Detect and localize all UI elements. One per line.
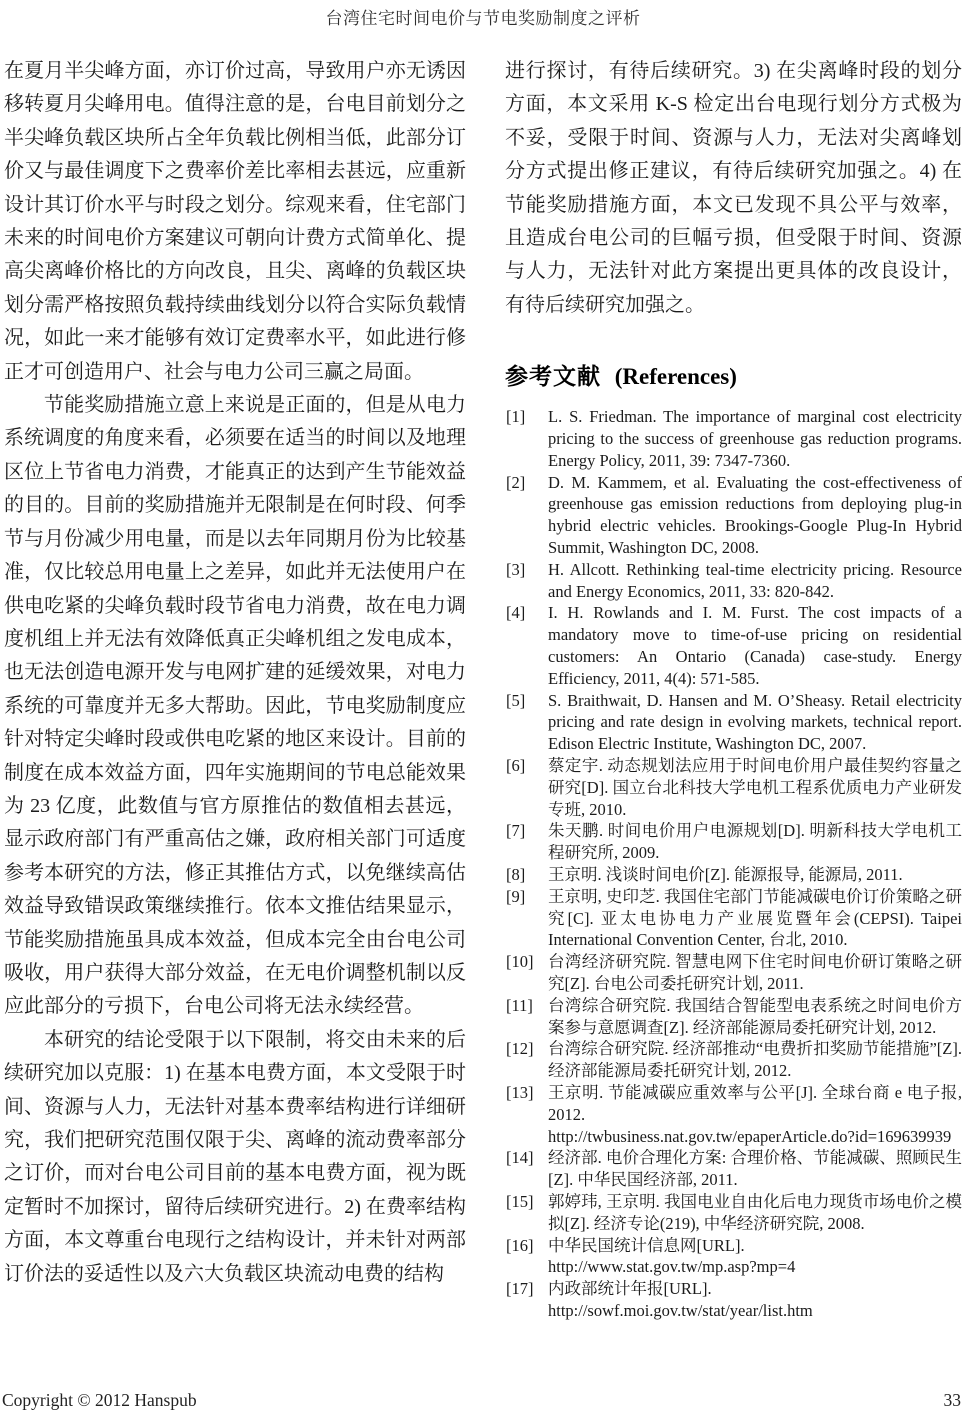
reference-item [505, 864, 962, 886]
reference-number: [6] [506, 756, 526, 775]
left-column [4, 55, 466, 1322]
reference-url: http://www.stat.gov.tw/mp.asp?mp=4 [548, 1257, 796, 1277]
references-list [505, 406, 962, 1321]
reference-item [505, 1082, 962, 1147]
reference-text: 台湾经济研究院. 智慧电网下住宅时间电价研订策略之研究[Z]. 台电公司委托研究计划, 2011. [548, 952, 962, 993]
body-paragraph: 本研究的结论受限于以下限制，将交由未来的后续研究加以克服：1) 在基本电费方面，本文受限于时间、资源与人力，无法针对基本费率结构进行详细研究，我们把研究范围仅限于尖、离峰的流动费率部分之订价，而对台电公司目前的基本电费方面，视为既定暂时不加探讨，留待后续研究进行。2) 在费率结构方面，本文尊重台电现行之结构设计，并未针对两部订价法的妥适性以及六大负载区块流动电费的结构 [4, 1028, 466, 1285]
reference-text: 内政部统计年报[URL]. [548, 1279, 712, 1299]
running-header-title: 台湾住宅时间电价与节电奖励制度之评析 [325, 9, 641, 28]
reference-item [505, 886, 962, 951]
reference-item [505, 1191, 962, 1235]
reference-item [505, 1278, 962, 1322]
reference-item [505, 1235, 962, 1279]
reference-text: H. Allcott. Rethinking teal-time electricity pricing. Resource and Energy Economics, 2011, 33: 820-842. [548, 559, 962, 601]
footer-page-number: 33 [943, 1390, 961, 1410]
reference-number: [5] [506, 690, 526, 710]
reference-text: D. M. Kammem, et al. Evaluating the cost-effectiveness of greenhouse gas emission reductions from deploying plug-in hybrid electric vehicles. Brookings-Google Plug-In Hybrid Summit, Washington DC, 2008. [548, 472, 962, 558]
reference-number: [14] [506, 1148, 534, 1168]
reference-url: http://twbusiness.nat.gov.tw/epaperArticle.do?id=169639939 [548, 1126, 952, 1146]
reference-text: 台湾综合研究院. 我国结合智能型电表系统之时间电价方案参与意愿调查[Z]. 经济部能源局委托研究计划, 2012. [548, 995, 962, 1037]
reference-item [505, 995, 962, 1039]
reference-text: S. Braithwait, D. Hansen and M. O’Sheasy. Retail electricity pricing and rate design in evolving markets, technical report. Edison Electric Institute, Washington DC, 2007. [548, 690, 962, 754]
references-heading-en: (References) [614, 364, 737, 390]
reference-text: I. H. Rowlands and I. M. Furst. The cost impacts of a mandatory move to time-of-use pricing on residential customers: An Ontario (Canada) case-study. Energy Efficiency, 2011, 4(4): 571-585. [548, 603, 962, 688]
reference-number: [2] [506, 472, 526, 492]
reference-number: [9] [506, 886, 526, 906]
reference-number: [16] [506, 1235, 534, 1255]
reference-item [505, 559, 962, 603]
reference-item [505, 820, 962, 864]
reference-text: 朱天鹏. 时间电价用户电源规划[D]. 明新科技大学电机工程研究所, 2009. [548, 821, 962, 863]
reference-text: 王京明. 节能减碳应重效率与公平[J]. 全球台商 e 电子报, 2012. [548, 1082, 962, 1124]
reference-number: [4] [506, 603, 526, 623]
reference-item [505, 690, 962, 755]
reference-number: [8] [506, 864, 526, 884]
references-heading-zh: 参考文献 [505, 363, 601, 390]
reference-text: 王京明, 史印芝. 我国住宅部门节能减碳电价订价策略之研究[C]. 亚太电协电力产业展览暨年会(CEPSI). Taipei International Convention Center, 台北, 2010. [548, 886, 962, 950]
body-paragraph: 在夏月半尖峰方面，亦订价过高，导致用户亦无诱因移转夏月尖峰用电。值得注意的是，台电目前划分之半尖峰负载区块所占全年负载比例相当低，此部分订价又与最佳调度下之费率价差比率相去甚远，应重新设计其订价水平与时段之划分。综观来看，住宅部门未来的时间电价方案建议可朝向计费方式简单化、提高尖离峰价格比的方向改良，且尖、离峰的负载区块划分需严格按照负载持续曲线划分以符合实际负载情况，如此一来才能够有效订定费率水平，如此进行修正才可创造用户、社会与电力公司三赢之局面。 [4, 60, 466, 383]
reference-number: [13] [506, 1082, 534, 1102]
body-paragraph: 进行探讨，有待后续研究。3) 在尖离峰时段的划分方面，本文采用 K-S 检定出台电现行划分方式极为不妥，受限于时间、资源与人力，无法对尖离峰划分方式提出修正建议，有待后续研究加强之。4) 在节能奖励措施方面，本文已发现不具公平与效率，且造成台电公司的巨幅亏损，但受限于时间、资源与人力，无法针对此方案提出更具体的改良设计，有待后续研究加强之。 [505, 60, 962, 316]
reference-text: 台湾综合研究院. 经济部推动“电费折扣奖励节能措施”[Z]. 经济部能源局委托研究计划, 2012. [548, 1039, 962, 1081]
reference-number: [7] [506, 821, 526, 841]
body-paragraph: 节能奖励措施立意上来说是正面的，但是从电力系统调度的角度来看，必须要在适当的时间以及地理区位上节省电力消费，才能真正的达到产生节能效益的目的。目前的奖励措施并无限制是在何时段、何季节与月份减少用电量，而是以去年同期月份为比较基准，仅比较总用电量上之差异，如此并无法使用户在供电吃紧的尖峰负载时段节省电力消费，故在电力调度机组上并无法有效降低真正尖峰机组之发电成本，也无法创造电源开发与电网扩建的延缓效果，对电力系统的可靠度并无多大帮助。因此，节电奖励制度应针对特定尖峰时段或供电吃紧的地区来设计。目前的制度在成本效益方面，四年实施期间的节电总能效果为 23 亿度，此数值与官方原推估的数值相去甚远，显示政府部门有严重高估之嫌，政府相关部门可适度参考本研究的方法，修正其推估方式，以免继续高估效益导致错误政策继续推行。依本文推估结果显示，节能奖励措施虽具成本效益，但成本完全由台电公司吸收，用户获得大部分效益，在无电价调整机制以反应此部分的亏损下，台电公司将无法永续经营。 [4, 394, 466, 1018]
reference-text: 郭婷玮, 王京明. 我国电业自由化后电力现货市场电价之模拟[Z]. 经济专论(219), 中华经济研究院, 2008. [548, 1191, 962, 1233]
reference-number: [10] [506, 952, 534, 972]
right-column [505, 55, 962, 1322]
reference-item [505, 755, 962, 820]
reference-text: 经济部. 电价合理化方案: 合理价格、节能减碳、照顾民生[Z]. 中华民国经济部, 2011. [548, 1148, 962, 1190]
reference-text: L. S. Friedman. The importance of marginal cost electricity pricing to the success of greenhouse gas reduction programs. Energy Policy, 2011, 39: 7347-7360. [548, 407, 962, 470]
reference-number: [15] [506, 1191, 534, 1211]
reference-text: 蔡定宇. 动态规划法应用于时间电价用户最佳契约容量之研究[D]. 国立台北科技大学电机工程系优质电力产业研发专班, 2010. [548, 756, 962, 819]
reference-item [505, 1038, 962, 1082]
reference-item [505, 602, 962, 689]
references-heading [505, 358, 962, 391]
reference-number: [1] [506, 407, 526, 427]
reference-number: [11] [506, 995, 533, 1015]
reference-item [505, 406, 962, 471]
page-body [4, 55, 962, 1322]
reference-text: 王京明. 浅谈时间电价[Z]. 能源报导, 能源局, 2011. [548, 864, 903, 884]
footer-copyright: Copyright © 2012 Hanspub [2, 1390, 197, 1410]
reference-number: [17] [506, 1279, 534, 1299]
reference-text: 中华民国统计信息网[URL]. [548, 1235, 745, 1255]
reference-item [505, 1147, 962, 1191]
reference-item [505, 951, 962, 995]
reference-number: [3] [506, 559, 526, 579]
reference-url: http://sowf.moi.gov.tw/stat/year/list.htm [548, 1300, 813, 1320]
reference-item [505, 472, 962, 559]
reference-number: [12] [506, 1039, 534, 1059]
